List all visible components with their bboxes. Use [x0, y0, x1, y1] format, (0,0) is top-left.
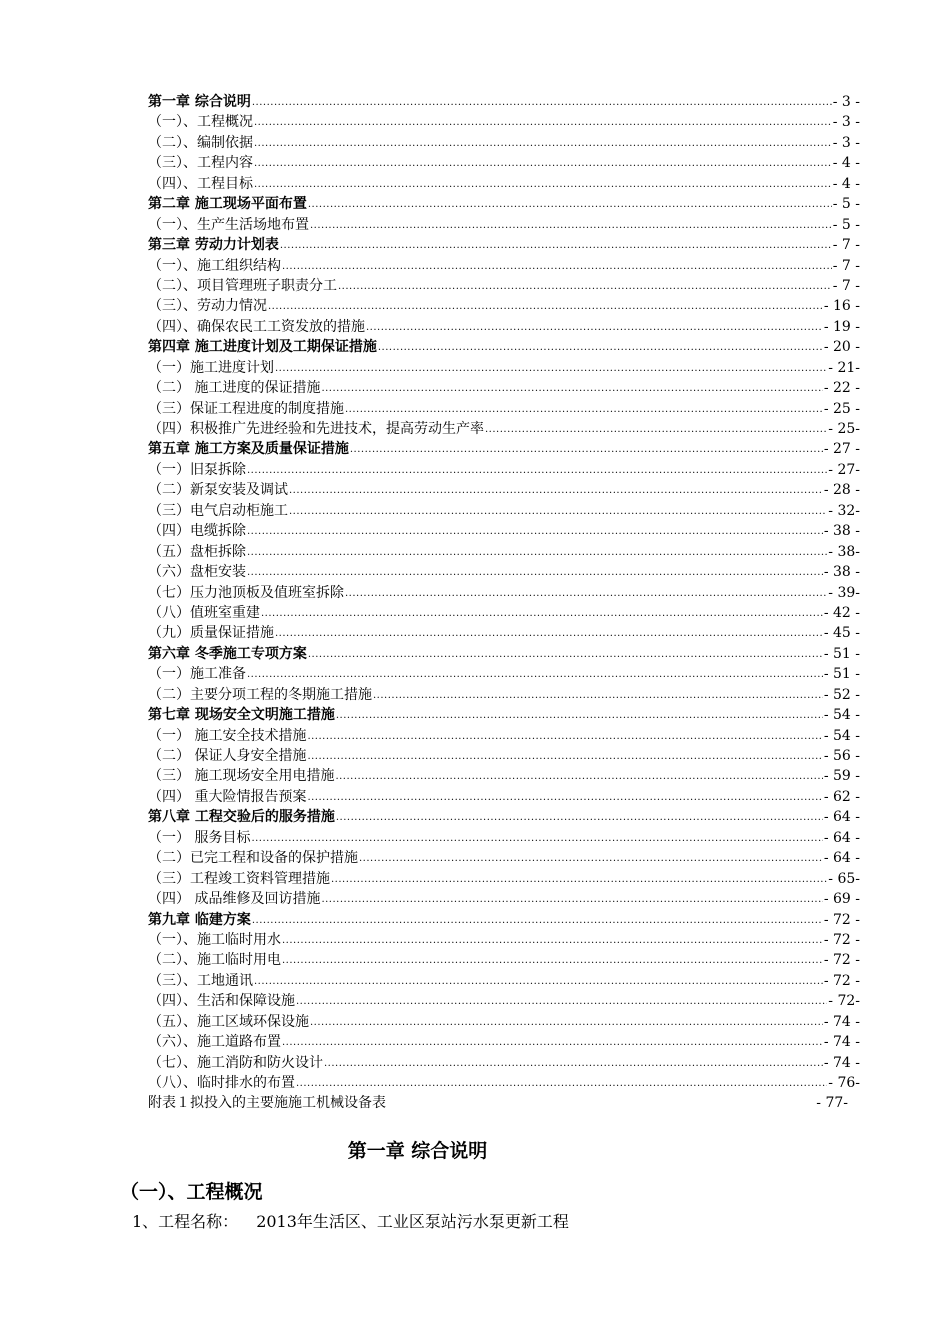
- toc-entry-title: （二） 保证人身安全措施: [148, 748, 307, 764]
- toc-entry-title: （四） 重大险情报告预案: [148, 788, 307, 805]
- toc-entry-title: （四） 成品维修及回访措施: [148, 891, 321, 908]
- toc-entry[interactable]: [148, 296, 860, 316]
- toc-entry[interactable]: [148, 930, 860, 950]
- toc-dot-leader: [373, 684, 823, 706]
- toc-entry-page: - 64 -: [823, 809, 860, 826]
- toc-entry[interactable]: [148, 807, 860, 827]
- toc-entry-page: - 7 -: [832, 257, 860, 274]
- toc-dot-leader: [335, 765, 822, 787]
- toc-entry-title: （三）、劳动力情况: [148, 298, 267, 315]
- toc-entry[interactable]: [148, 991, 860, 1011]
- toc-dot-leader: [289, 479, 823, 501]
- toc-entry-page: - 65-: [828, 870, 860, 887]
- toc-entry-title: （三）、工地通讯: [148, 972, 253, 989]
- toc-entry-page: - 39-: [828, 584, 860, 601]
- toc-entry-title: （一）、工程概况: [148, 114, 253, 131]
- toc-entry-page: - 4 -: [832, 175, 860, 192]
- toc-entry-title: 第六章 冬季施工专项方案: [148, 645, 307, 662]
- toc-dot-leader: [366, 316, 823, 338]
- toc-entry-title: （二）主要分项工程的冬期施工措施: [148, 686, 372, 703]
- toc-dot-leader: [296, 990, 827, 1012]
- toc-entry[interactable]: [148, 685, 860, 705]
- toc-entry-page: - 38 -: [823, 523, 860, 540]
- toc-entry-title: （四）、工程目标: [148, 175, 253, 192]
- toc-entry-title: （一）、生产生活场地布置: [148, 216, 309, 233]
- toc-entry[interactable]: [148, 705, 860, 725]
- toc-entry[interactable]: [148, 583, 860, 603]
- toc-dot-leader: [251, 827, 822, 849]
- toc-entry-page: - 76-: [828, 1075, 860, 1091]
- toc-dot-leader: [247, 459, 827, 481]
- toc-entry-page: - 4 -: [832, 155, 860, 172]
- toc-entry-page: - 72 -: [823, 931, 860, 948]
- chapter-heading: 第一章 综合说明: [347, 1140, 488, 1162]
- toc-entry[interactable]: [148, 1053, 860, 1073]
- toc-dot-leader: [282, 1031, 823, 1053]
- toc-dot-leader: [254, 152, 832, 174]
- toc-entry-title: （一）、施工临时用水: [148, 931, 281, 948]
- toc-entry-page: - 56 -: [823, 748, 860, 764]
- toc-entry-title: （一） 施工安全技术措施: [148, 727, 307, 744]
- toc-entry[interactable]: [148, 439, 860, 459]
- toc-entry-page: - 3 -: [832, 134, 860, 151]
- toc-entry-page: - 32-: [828, 502, 860, 519]
- toc-entry[interactable]: [148, 337, 860, 357]
- toc-dot-leader: [254, 111, 832, 133]
- toc-entry[interactable]: [148, 112, 860, 132]
- toc-entry-title: （八）、临时排水的布置: [148, 1075, 295, 1091]
- toc-dot-leader: [247, 541, 827, 563]
- toc-entry-title: 第二章 施工现场平面布置: [148, 196, 307, 213]
- toc-entry-title: （五）、施工区域环保设施: [148, 1013, 309, 1030]
- toc-dot-leader: [345, 398, 823, 420]
- toc-entry-title: 附表１拟投入的主要施施工机械设备表: [148, 1095, 386, 1112]
- toc-entry[interactable]: [148, 950, 860, 970]
- toc-dot-leader: [338, 275, 832, 297]
- toc-entry-page: - 25 -: [823, 400, 860, 417]
- toc-dot-leader: [336, 704, 823, 726]
- toc-dot-leader: [359, 847, 823, 869]
- toc-dot-leader: [485, 418, 827, 440]
- toc-entry[interactable]: [148, 746, 860, 766]
- toc-entry[interactable]: [148, 869, 860, 889]
- toc-dot-leader: [307, 745, 822, 767]
- toc-entry-page: - 19 -: [823, 318, 860, 335]
- toc-entry-title: （二） 施工进度的保证措施: [148, 380, 321, 397]
- toc-entry[interactable]: [148, 1032, 860, 1052]
- table-of-contents: [148, 92, 860, 1114]
- toc-entry[interactable]: [148, 317, 860, 337]
- toc-entry-title: 第四章 施工进度计划及工期保证措施: [148, 339, 377, 356]
- toc-entry-page: - 21-: [828, 359, 860, 376]
- toc-entry-page: - 25-: [828, 421, 860, 437]
- toc-entry-page: - 16 -: [823, 298, 860, 315]
- toc-entry-page: - 45 -: [823, 625, 860, 642]
- toc-entry-page: - 59 -: [823, 768, 860, 785]
- toc-entry-title: （二）、施工临时用电: [148, 952, 281, 969]
- toc-entry-title: （五）盘柜拆除: [148, 543, 246, 560]
- toc-entry[interactable]: [148, 399, 860, 419]
- toc-entry-page: - 72 -: [823, 972, 860, 989]
- toc-dot-leader: [282, 949, 823, 971]
- toc-dot-leader: [261, 602, 823, 624]
- toc-entry-title: （一）施工进度计划: [148, 359, 274, 376]
- toc-entry-page: - 27-: [828, 461, 860, 478]
- toc-entry-title: 第三章 劳动力计划表: [148, 237, 279, 254]
- toc-dot-leader: [308, 193, 832, 215]
- toc-entry[interactable]: [148, 174, 860, 194]
- toc-entry-page: - 3 -: [832, 94, 860, 110]
- toc-entry-page: - 64 -: [823, 829, 860, 846]
- toc-entry-page: - 62 -: [823, 788, 860, 805]
- toc-entry[interactable]: [148, 501, 860, 521]
- toc-entry[interactable]: [148, 910, 860, 930]
- toc-entry-title: （一）旧泵拆除: [148, 461, 246, 478]
- toc-entry[interactable]: [148, 194, 860, 214]
- toc-entry-page: - 69 -: [823, 891, 860, 908]
- toc-entry-page: - 72-: [828, 993, 860, 1010]
- toc-dot-leader: [307, 725, 822, 747]
- toc-dot-leader: [247, 561, 823, 583]
- toc-entry[interactable]: [148, 419, 860, 439]
- toc-entry[interactable]: [148, 1012, 860, 1032]
- toc-dot-leader: [307, 786, 822, 808]
- toc-entry-title: （四）电缆拆除: [148, 523, 246, 540]
- toc-entry[interactable]: [148, 1073, 860, 1093]
- toc-dot-leader: [321, 888, 822, 910]
- toc-entry[interactable]: [148, 460, 860, 480]
- toc-entry[interactable]: [148, 480, 860, 500]
- toc-entry-title: （一）、施工组织结构: [148, 257, 281, 274]
- toc-entry-title: （二）已完工程和设备的保护措施: [148, 850, 358, 867]
- toc-dot-leader: [321, 377, 822, 399]
- toc-entry-title: （六）盘柜安装: [148, 564, 246, 581]
- toc-entry-title: （二）新泵安装及调试: [148, 482, 288, 499]
- toc-entry[interactable]: [148, 889, 860, 909]
- toc-entry-page: - 7 -: [832, 237, 860, 254]
- toc-entry-title: （三）、工程内容: [148, 155, 253, 172]
- toc-dot-leader: [254, 132, 832, 154]
- toc-entry-page: - 77-: [816, 1095, 848, 1112]
- toc-entry[interactable]: [148, 542, 860, 562]
- toc-dot-leader: [310, 1011, 823, 1033]
- toc-entry-page: - 64 -: [823, 850, 860, 867]
- toc-entry[interactable]: [148, 623, 860, 643]
- toc-dot-leader: [282, 255, 832, 277]
- toc-dot-leader: [324, 1052, 823, 1074]
- toc-entry[interactable]: [148, 766, 860, 786]
- toc-dot-leader: [345, 582, 827, 604]
- toc-dot-leader: [254, 970, 823, 992]
- toc-dot-leader: [254, 173, 832, 195]
- toc-entry[interactable]: [148, 726, 860, 746]
- toc-entry-page: - 74 -: [823, 1054, 860, 1071]
- toc-entry[interactable]: [148, 828, 860, 848]
- project-name-label: 1、工程名称：: [132, 1212, 239, 1231]
- toc-entry-page: - 22 -: [823, 380, 860, 397]
- toc-entry-title: 第八章 工程交验后的服务措施: [148, 809, 335, 826]
- toc-entry[interactable]: [148, 235, 860, 255]
- project-name-value: 2013年生活区、工业区泵站污水泵更新工程: [256, 1212, 569, 1231]
- toc-entry-title: （三）电气启动柜施工: [148, 502, 288, 519]
- toc-entry-page: - 74 -: [823, 1013, 860, 1030]
- toc-entry[interactable]: [148, 971, 860, 991]
- toc-entry[interactable]: [148, 603, 860, 623]
- toc-entry[interactable]: [148, 644, 860, 664]
- toc-dot-leader: [268, 295, 823, 317]
- toc-entry-page: - 54 -: [823, 727, 860, 744]
- toc-entry-page: - 74 -: [823, 1034, 860, 1051]
- toc-entry-page: - 38 -: [823, 564, 860, 581]
- toc-dot-leader: [247, 663, 823, 685]
- toc-entry-title: （一）施工准备: [148, 666, 246, 683]
- toc-entry[interactable]: [148, 256, 860, 276]
- toc-entry-page: - 27 -: [823, 441, 860, 458]
- toc-dot-leader: [289, 500, 827, 522]
- toc-entry-page: - 38-: [828, 543, 860, 560]
- toc-entry-title: （三）工程竣工资料管理措施: [148, 870, 330, 887]
- toc-dot-leader: [280, 234, 832, 256]
- toc-entry-page: - 7 -: [832, 277, 860, 294]
- toc-entry-page: - 52 -: [823, 686, 860, 703]
- toc-entry-title: （六）、施工道路布置: [148, 1034, 281, 1051]
- toc-dot-leader: [247, 520, 823, 542]
- toc-entry-page: - 3 -: [832, 114, 860, 131]
- toc-dot-leader: [252, 909, 823, 931]
- toc-entry-title: （四）、生活和保障设施: [148, 993, 295, 1010]
- toc-dot-leader: [378, 336, 823, 358]
- section-heading: （一）、工程概况: [120, 1181, 263, 1203]
- toc-dot-leader: [331, 868, 827, 890]
- toc-entry-title: （三）保证工程进度的制度措施: [148, 400, 344, 417]
- toc-entry-page: - 20 -: [823, 339, 860, 356]
- toc-entry[interactable]: [148, 276, 860, 296]
- toc-entry-title: （七）压力池顶板及值班室拆除: [148, 584, 344, 601]
- toc-dot-leader: [282, 929, 823, 951]
- toc-entry[interactable]: [148, 215, 860, 235]
- toc-entry-title: （二）、编制依据: [148, 134, 253, 151]
- toc-entry-page: - 5 -: [832, 196, 860, 213]
- toc-entry-page: - 54 -: [823, 707, 860, 724]
- toc-entry-page: - 5 -: [832, 216, 860, 233]
- toc-entry-title: （一） 服务目标: [148, 829, 251, 846]
- toc-entry-title: （七）、施工消防和防火设计: [148, 1054, 323, 1071]
- toc-entry-title: （二）、项目管理班子职责分工: [148, 277, 337, 294]
- toc-entry-page: - 72 -: [823, 952, 860, 969]
- toc-entry-title: （四）积极推广先进经验和先进技术，提高劳动生产率: [148, 421, 484, 437]
- toc-entry[interactable]: [148, 521, 860, 541]
- toc-dot-leader: [275, 357, 827, 379]
- toc-entry-title: 第一章 综合说明: [148, 94, 251, 110]
- toc-entry-title: （三） 施工现场安全用电措施: [148, 768, 335, 785]
- toc-entry[interactable]: [148, 562, 860, 582]
- toc-entry-title: （八）值班室重建: [148, 604, 260, 621]
- toc-entry[interactable]: [148, 92, 860, 112]
- toc-dot-leader: [350, 438, 823, 460]
- toc-entry-page: - 51 -: [823, 666, 860, 683]
- toc-entry-title: （四）、确保农民工工资发放的措施: [148, 318, 365, 335]
- toc-entry-page: - 72 -: [823, 911, 860, 928]
- toc-entry-title: 第五章 施工方案及质量保证措施: [148, 441, 349, 458]
- toc-entry[interactable]: [148, 848, 860, 868]
- toc-entry[interactable]: [148, 358, 860, 378]
- toc-dot-leader: [275, 622, 823, 644]
- toc-entry[interactable]: [148, 378, 860, 398]
- toc-dot-leader: [308, 643, 823, 665]
- toc-dot-leader: [252, 91, 832, 113]
- toc-dot-leader: [296, 1072, 827, 1094]
- toc-entry-title: 第九章 临建方案: [148, 911, 251, 928]
- toc-entry-page: - 28 -: [823, 482, 860, 499]
- toc-entry[interactable]: [148, 664, 860, 684]
- project-name-line: [132, 1210, 569, 1234]
- toc-entry[interactable]: [148, 787, 860, 807]
- toc-entry-title: 第七章 现场安全文明施工措施: [148, 707, 335, 724]
- toc-entry-page: - 42 -: [823, 604, 860, 621]
- toc-dot-leader: [336, 806, 823, 828]
- toc-dot-leader: [310, 214, 832, 236]
- toc-entry[interactable]: [148, 133, 860, 153]
- toc-entry-title: （九）质量保证措施: [148, 625, 274, 642]
- toc-entry-page: - 51 -: [823, 645, 860, 662]
- toc-entry[interactable]: [148, 1093, 860, 1113]
- toc-entry[interactable]: [148, 153, 860, 173]
